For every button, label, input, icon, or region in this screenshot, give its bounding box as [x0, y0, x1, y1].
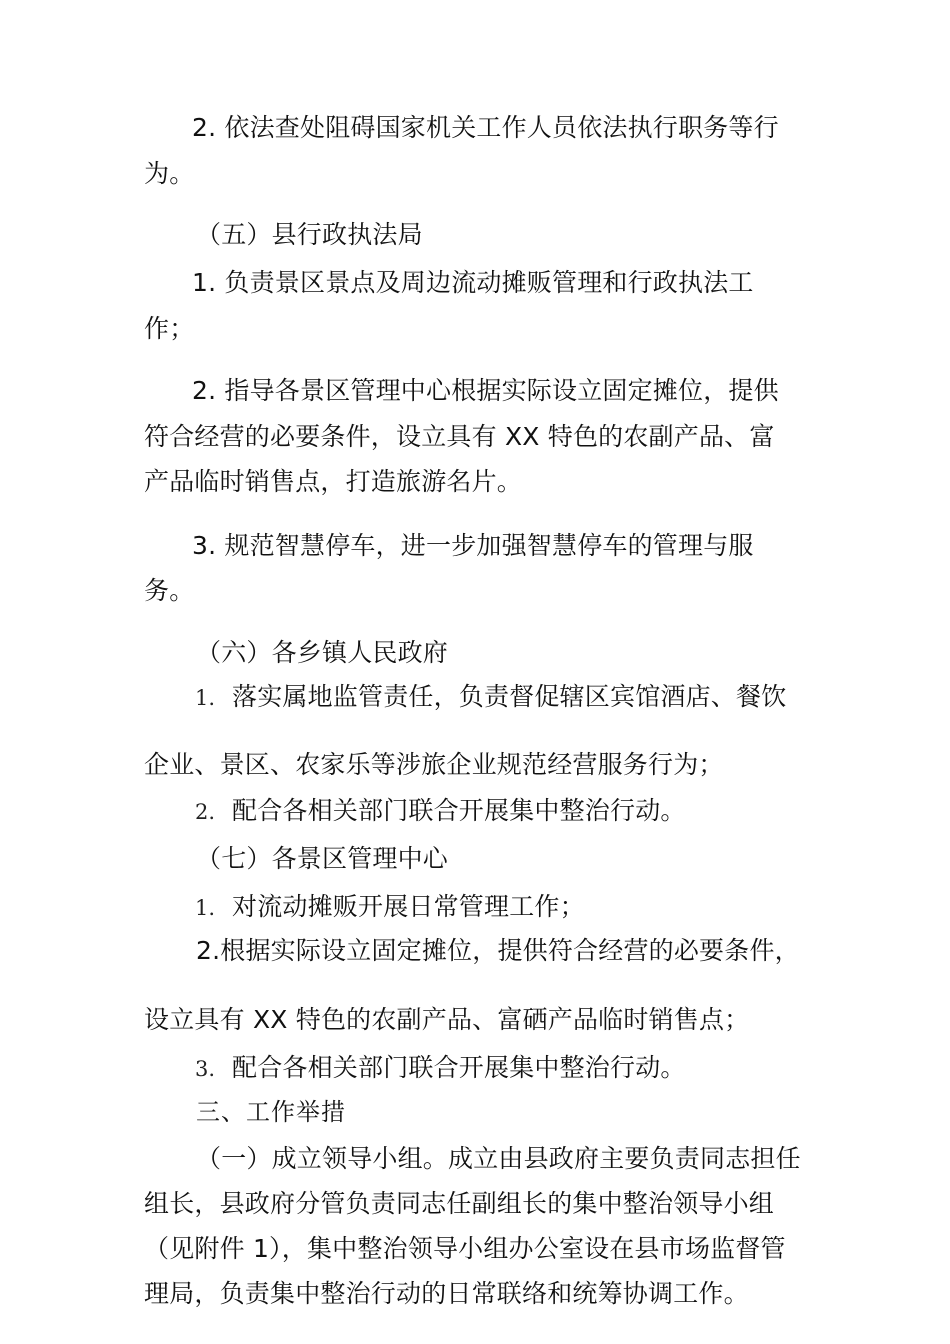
s6-item2-line1: 配合各相关部门联合开展集中整治行动。	[232, 796, 686, 825]
s6-item1-line2: 企业、景区、农家乐等涉旅企业规范经营服务行为；	[144, 750, 724, 779]
s7-item3-number: 3.	[195, 1057, 216, 1081]
part-3-heading: 三、工作举措	[196, 1098, 346, 1126]
s7-item1-line1: 对流动摊贩开展日常管理工作；	[232, 892, 585, 921]
section-6-heading: （六）各乡镇人民政府	[196, 638, 449, 667]
s4-item2-line1: 2. 依法查处阻碍国家机关工作人员依法执行职务等行	[192, 113, 779, 142]
s5-item3-line2: 务。	[144, 576, 195, 605]
s6-item1-line1: 落实属地监管责任，负责督促辖区宾馆酒店、餐饮	[232, 682, 787, 711]
s5-item2-line1: 2. 指导各景区管理中心根据实际设立固定摊位，提供	[192, 376, 779, 405]
paragraph-1-line4: 理局，负责集中整治行动的日常联络和统筹协调工作。	[144, 1279, 749, 1308]
paragraph-1-line3: （见附件 1），集中整治领导小组办公室设在县市场监督管	[144, 1234, 786, 1263]
section-5-heading: （五）县行政执法局	[196, 220, 423, 249]
s7-item1-number: 1.	[195, 896, 216, 920]
s7-item2-line1: 2.根据实际设立固定摊位，提供符合经营的必要条件，	[196, 936, 800, 965]
s7-item2-line2: 设立具有 XX 特色的农副产品、富硒产品临时销售点；	[144, 1005, 750, 1034]
s5-item2-line3: 产品临时销售点，打造旅游名片。	[144, 467, 523, 496]
s6-item1-number: 1.	[195, 686, 216, 710]
s6-item2-number: 2.	[195, 800, 216, 824]
paragraph-1-line1: （一）成立领导小组。成立由县政府主要负责同志担任	[196, 1144, 801, 1173]
s5-item1-line2: 作；	[144, 314, 195, 343]
s5-item3-line1: 3. 规范智慧停车，进一步加强智慧停车的管理与服	[192, 531, 754, 560]
s4-item2-line2: 为。	[144, 159, 195, 188]
paragraph-1-line2: 组长，县政府分管负责同志任副组长的集中整治领导小组	[144, 1189, 775, 1218]
s7-item3-line1: 配合各相关部门联合开展集中整治行动。	[232, 1053, 686, 1082]
s5-item2-line2: 符合经营的必要条件，设立具有 XX 特色的农副产品、富	[144, 422, 775, 451]
s5-item1-line1: 1. 负责景区景点及周边流动摊贩管理和行政执法工	[192, 268, 754, 297]
section-7-heading: （七）各景区管理中心	[196, 844, 449, 873]
